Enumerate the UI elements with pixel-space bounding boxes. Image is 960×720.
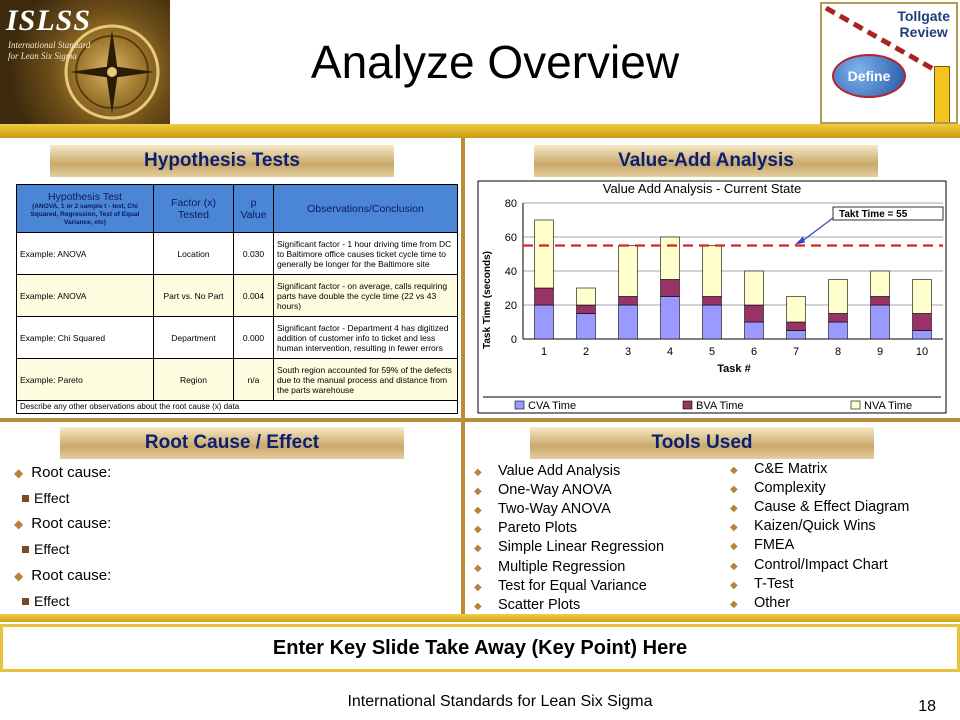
- cell-p-value: n/a: [234, 359, 274, 401]
- diamond-bullet-icon: ◆: [14, 569, 24, 583]
- horizontal-divider: [0, 418, 960, 422]
- effect-label: Effect: [34, 593, 70, 609]
- tool-label: One-Way ANOVA: [498, 482, 612, 498]
- bar-segment: [577, 314, 596, 340]
- logo-name: ISLSS: [6, 4, 92, 37]
- tool-item: [730, 595, 790, 611]
- tool-label: Complexity: [754, 480, 826, 496]
- page-number: 18: [918, 698, 936, 715]
- cell-observation: Significant factor - on average, calls requiring parts have double the cycle time (22 vs 43 hours): [274, 275, 458, 317]
- diamond-bullet-icon: ◆: [474, 486, 482, 497]
- bar-segment: [913, 331, 932, 340]
- bar-segment: [745, 271, 764, 305]
- chart-xlabel: Task #: [717, 363, 751, 375]
- y-tick-label: 80: [504, 198, 517, 210]
- bar-segment: [535, 305, 554, 339]
- table-row: [17, 233, 458, 275]
- tool-label: Two-Way ANOVA: [498, 501, 611, 517]
- bar-segment: [703, 305, 722, 339]
- header-hypothesis-test: [17, 185, 154, 233]
- tool-label: Simple Linear Regression: [498, 539, 665, 555]
- table-note: Describe any other observations about the root cause (x) data: [17, 401, 458, 414]
- table-row: [17, 317, 458, 359]
- bar-segment: [829, 322, 848, 339]
- square-bullet-icon: [22, 546, 29, 553]
- diamond-bullet-icon: ◆: [730, 465, 738, 476]
- diamond-bullet-icon: ◆: [730, 599, 738, 610]
- cell-factor: Department: [154, 317, 234, 359]
- tollgate-line1: Tollgate: [897, 8, 950, 24]
- y-tick-label: 40: [504, 266, 517, 278]
- bar-segment: [745, 305, 764, 322]
- tool-item: [474, 539, 664, 555]
- hypothesis-tests-header: Hypothesis Tests: [50, 145, 394, 177]
- bar-segment: [829, 280, 848, 314]
- tool-item: [730, 461, 827, 477]
- cell-observation: Significant factor - 1 hour driving time from DC to Baltimore office causes ticket cycle time to generally be longer for the Baltimore site: [274, 233, 458, 275]
- tool-label: Other: [754, 595, 791, 611]
- tollgate-line2: Review: [899, 24, 948, 40]
- legend-label: BVA Time: [696, 400, 744, 412]
- bar-segment: [703, 246, 722, 297]
- vertical-divider: [461, 138, 465, 622]
- tool-item: [730, 518, 876, 534]
- tollgate-post: [934, 66, 950, 124]
- key-takeaway-box[interactable]: Enter Key Slide Take Away (Key Point) Here: [0, 624, 960, 672]
- effect-label: Effect: [34, 541, 70, 557]
- cell-factor: Location: [154, 233, 234, 275]
- tool-item: [474, 520, 577, 536]
- cell-test: Example: ANOVA: [17, 275, 154, 317]
- effect-item: [22, 541, 70, 557]
- bar-segment: [913, 314, 932, 331]
- tool-label: Control/Impact Chart: [754, 557, 888, 573]
- tool-item: [730, 499, 909, 515]
- table-row: [17, 275, 458, 317]
- table-header-row: [17, 185, 458, 233]
- bar-segment: [661, 237, 680, 280]
- root-cause-item: [14, 515, 111, 532]
- title-divider-bar: [0, 124, 960, 138]
- bar-segment: [871, 305, 890, 339]
- bar-segment: [577, 288, 596, 305]
- diamond-bullet-icon: ◆: [14, 517, 24, 531]
- tool-item: [474, 463, 620, 479]
- x-tick-label: 9: [876, 346, 884, 358]
- legend-label: CVA Time: [528, 400, 577, 412]
- bar-segment: [787, 322, 806, 331]
- tool-item: [730, 576, 793, 592]
- x-tick-label: 1: [540, 346, 548, 358]
- bar-segment: [871, 297, 890, 306]
- header-observations: Observations/Conclusion: [274, 185, 458, 233]
- diamond-bullet-icon: ◆: [474, 543, 482, 554]
- define-badge: Define: [832, 54, 906, 98]
- cell-observation: South region accounted for 59% of the defects due to the manual process and distance from the parts warehouse: [274, 359, 458, 401]
- diamond-bullet-icon: ◆: [730, 561, 738, 572]
- diamond-bullet-icon: ◆: [474, 582, 482, 593]
- cell-p-value: 0.004: [234, 275, 274, 317]
- tools-used-header: Tools Used: [530, 427, 874, 459]
- effect-item: [22, 593, 70, 609]
- diamond-bullet-icon: ◆: [474, 601, 482, 612]
- diamond-bullet-icon: ◆: [730, 522, 738, 533]
- bar-segment: [787, 297, 806, 323]
- bar-segment: [619, 297, 638, 306]
- cell-p-value: 0.000: [234, 317, 274, 359]
- legend-swatch: [683, 401, 692, 409]
- x-tick-label: 3: [624, 346, 632, 358]
- tool-label: FMEA: [754, 537, 795, 553]
- bottom-divider-bar: [0, 614, 960, 622]
- chart-title: Value Add Analysis - Current State: [602, 181, 802, 196]
- tool-label: C&E Matrix: [754, 461, 828, 477]
- table-row: [17, 359, 458, 401]
- hypothesis-table: [16, 184, 458, 414]
- islss-logo: [0, 0, 170, 128]
- legend-swatch: [515, 401, 524, 409]
- y-tick-label: 60: [504, 232, 517, 244]
- legend-label: NVA Time: [864, 400, 913, 412]
- tool-label: Multiple Regression: [498, 559, 626, 575]
- bar-segment: [661, 297, 680, 340]
- tool-item: [474, 482, 612, 498]
- tool-label: Cause & Effect Diagram: [754, 499, 910, 515]
- diamond-bullet-icon: ◆: [474, 467, 482, 478]
- page-title: Analyze Overview: [310, 36, 680, 88]
- chart-ylabel: Task Time (seconds): [482, 251, 493, 349]
- bar-segment: [661, 280, 680, 297]
- tollgate-label: [897, 8, 950, 40]
- x-tick-label: 5: [708, 346, 716, 358]
- x-tick-label: 10: [915, 346, 929, 358]
- x-tick-label: 6: [750, 346, 758, 358]
- diamond-bullet-icon: ◆: [474, 524, 482, 535]
- value-add-analysis-header: Value-Add Analysis: [534, 145, 878, 177]
- y-tick-label: 20: [504, 300, 517, 312]
- y-tick-label: 0: [510, 334, 517, 346]
- value-add-chart: [477, 180, 947, 414]
- bar-segment: [577, 305, 596, 314]
- bar-segment: [619, 305, 638, 339]
- x-tick-label: 4: [666, 346, 674, 358]
- x-tick-label: 2: [582, 346, 590, 358]
- bar-segment: [829, 314, 848, 323]
- diamond-bullet-icon: ◆: [730, 503, 738, 514]
- header-p-value: p Value: [234, 185, 274, 233]
- bar-segment: [703, 297, 722, 306]
- diamond-bullet-icon: ◆: [14, 466, 24, 480]
- logo-subtitle: International Standard for Lean Six Sigma: [8, 40, 91, 61]
- tool-label: Pareto Plots: [498, 520, 577, 536]
- cell-observation: Significant factor - Department 4 has digitized addition of customer info to ticket and less human intervention, resulting in fewer errors: [274, 317, 458, 359]
- root-cause-label: Root cause:: [31, 567, 112, 584]
- bar-segment: [535, 220, 554, 288]
- tool-item: [474, 597, 580, 613]
- table-note-row: [17, 401, 458, 414]
- root-cause-label: Root cause:: [31, 515, 112, 532]
- x-tick-label: 7: [792, 346, 800, 358]
- bar-segment: [787, 331, 806, 340]
- root-cause-effect-header: Root Cause / Effect: [60, 427, 404, 459]
- tool-item: [474, 578, 647, 594]
- bar-segment: [871, 271, 890, 297]
- diamond-bullet-icon: ◆: [730, 541, 738, 552]
- x-tick-label: 8: [834, 346, 842, 358]
- tool-item: [474, 559, 625, 575]
- diamond-bullet-icon: ◆: [474, 563, 482, 574]
- square-bullet-icon: [22, 495, 29, 502]
- bar-segment: [619, 246, 638, 297]
- effect-label: Effect: [34, 490, 70, 506]
- cell-test: Example: ANOVA: [17, 233, 154, 275]
- header-factor: Factor (x) Tested: [154, 185, 234, 233]
- tool-item: [730, 537, 794, 553]
- tool-item: [730, 557, 888, 573]
- effect-item: [22, 490, 70, 506]
- bar-segment: [745, 322, 764, 339]
- tool-label: Kaizen/Quick Wins: [754, 518, 876, 534]
- root-cause-item: [14, 567, 111, 584]
- legend-swatch: [851, 401, 860, 409]
- tool-item: [730, 480, 826, 496]
- cell-factor: Region: [154, 359, 234, 401]
- bar-segment: [535, 288, 554, 305]
- root-cause-item: [14, 464, 111, 481]
- tool-label: T-Test: [754, 576, 794, 592]
- footer-text: International Standards for Lean Six Sigma: [347, 693, 653, 710]
- cell-p-value: 0.030: [234, 233, 274, 275]
- square-bullet-icon: [22, 598, 29, 605]
- tollgate-review-graphic: [820, 2, 958, 124]
- cell-test: Example: Pareto: [17, 359, 154, 401]
- diamond-bullet-icon: ◆: [474, 505, 482, 516]
- tool-item: [474, 501, 611, 517]
- takt-label: Takt Time = 55: [839, 209, 908, 220]
- cell-test: Example: Chi Squared: [17, 317, 154, 359]
- diamond-bullet-icon: ◆: [730, 484, 738, 495]
- cell-factor: Part vs. No Part: [154, 275, 234, 317]
- tool-label: Test for Equal Variance: [498, 578, 647, 594]
- root-cause-label: Root cause:: [31, 464, 112, 481]
- tool-label: Value Add Analysis: [498, 463, 621, 479]
- tool-label: Scatter Plots: [498, 597, 581, 613]
- header-test-sublabel: (ANOVA, 1 or 2 sample t - test, Chi Squared, Regression, Test of Equal Variance, etc): [30, 202, 140, 226]
- bar-segment: [913, 280, 932, 314]
- header-test-label: Hypothesis Test: [48, 190, 122, 203]
- diamond-bullet-icon: ◆: [730, 580, 738, 591]
